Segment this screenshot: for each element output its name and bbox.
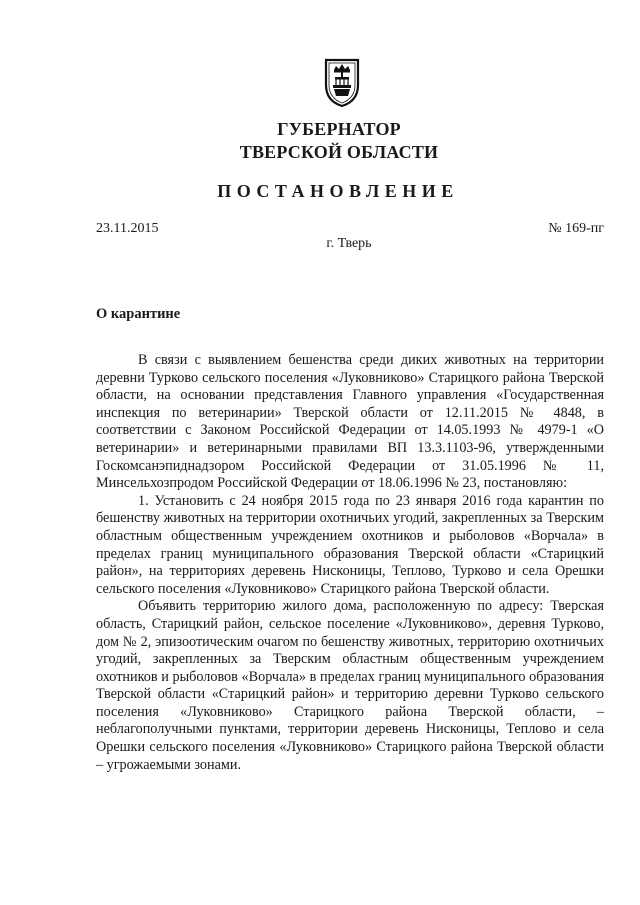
paragraph-preamble: В связи с выявлением бешенства среди диких животных на территории деревни Турково сельского поселения «Луковниково» Старицкого района Тверской области, на основании представления Главного управления «Государственная инспекция по ветеринарии» Тверской области от 12.11.2015 № 4848, в соответствии с Законом Российской Федерации от 14.05.1993 № 4979-1 «О ветеринарии» и ветеринарными правилами ВП 13.3.1103-96, утвержденными Госкомсанэпиднадзором Российской Федерации от 31.05.1996 № 11, Минсельхозпродом Российской Федерации от 18.06.1996 № 23, постановляю: <box>96 352 604 492</box>
document-number: № 169-пг <box>548 221 604 236</box>
issuer-title: ГУБЕРНАТОР <box>277 119 401 139</box>
document-subject: О карантине <box>96 306 181 322</box>
paragraph-item-1: 1. Установить с 24 ноября 2015 года по 23 января 2016 года карантин по бешенству животных на территории охотничьих угодий, закрепленных за Тверским областным общественным учреждением охотников и рыболовов «Ворчала» в пределах границ муниципального образования Тверской области «Старицкий район», на территориях деревень Нисконицы, Теплово, Турково и села Орешки сельского поселения «Луковниково» Старицкого района Тверской области. <box>96 492 604 597</box>
city-label: г. Тверь <box>326 236 372 251</box>
document-date: 23.11.2015 <box>96 221 159 236</box>
issuer-region: ТВЕРСКОЙ ОБЛАСТИ <box>239 142 439 162</box>
issuer-header <box>0 118 640 164</box>
document-type-label: ПОСТАНОВЛЕНИЕ <box>217 181 459 201</box>
document-type <box>0 181 640 202</box>
paragraph-declaration: Объявить территорию жилого дома, расположенную по адресу: Тверская область, Старицкий район, сельское поселение «Луковниково», деревня Турково, дом № 2, эпизоотическим очагом по бешенству животных, территорию охотничьих угодий, закрепленных за Тверским областным общественным учреждением охотников и рыболовов «Ворчала» в пределах границ муниципального образования Тверской области «Старицкий район» и территорию деревни Турково сельского поселения «Луковниково» Старицкого района Тверской области, – неблагополучными пунктами, территории деревень Нисконицы, Теплово и села Орешки сельского поселения «Луковниково» Старицкого района Тверской области – угрожаемыми зонами. <box>96 598 604 773</box>
document-city <box>0 236 640 252</box>
document-body <box>96 352 604 774</box>
coat-of-arms-icon <box>322 55 362 109</box>
